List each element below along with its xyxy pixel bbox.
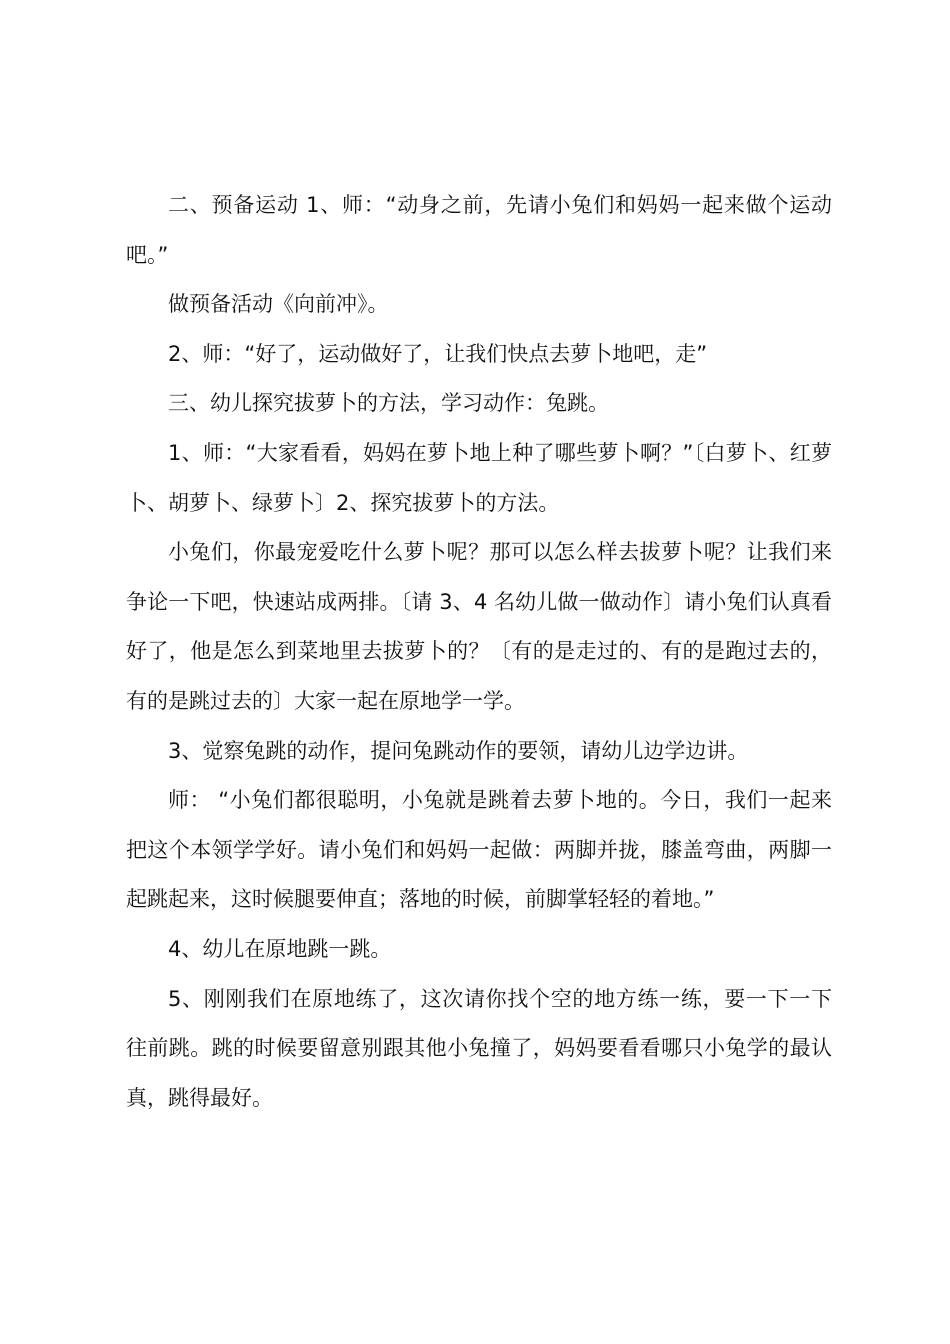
paragraph-teacher-lets-go: 2、师：“好了，运动做好了，让我们快点去萝卜地吧，走”	[168, 341, 708, 366]
paragraph-warmup-intro: 二、预备运动 1、师：“动身之前，先请小兔们和妈妈一起来做个运动吧。”	[126, 193, 832, 267]
paragraph-hop-in-place: 4、幼儿在原地跳一跳。	[168, 936, 392, 961]
paragraph-hop-forward: 5、刚刚我们在原地练了，这次请你找个空的地方练一练，要一下一下往前跳。跳的时候要留意别跟其他小兔撞了，妈妈要看看哪只小兔学的最认真，跳得最好。	[126, 986, 832, 1110]
document-body	[126, 181, 832, 1123]
paragraph-carrot-types: 1、师：“大家看看，妈妈在萝卜地上种了哪些萝卜啊？”〔白萝卜、红萝卜、胡萝卜、绿萝卜〕2、探究拔萝卜的方法。	[126, 440, 832, 515]
paragraph-observe-hop: 3、觉察兔跳的动作，提问兔跳动作的要领，请幼儿边学边讲。	[168, 738, 749, 763]
paragraph-teacher-instructions: 师： “小兔们都很聪明，小兔就是跳着去萝卜地的。今日，我们一起来把这个本领学学好。请小兔们和妈妈一起做：两脚并拢，膝盖弯曲，两脚一起跳起来，这时候腿要伸直；落地的时候，前脚掌轻轻的着地。”	[126, 788, 832, 912]
paragraph-discussion: 小兔们，你最宠爱吃什么萝卜呢？那可以怎么样去拔萝卜呢？让我们来争论一下吧，快速站成两排。〔请 3、4 名幼儿做一做动作〕请小兔们认真看好了，他是怎么到菜地里去拔萝卜的？〔有的是走过的、有的是跑过去的，有的是跳过去的〕大家一起在原地学一学。	[126, 540, 832, 713]
paragraph-warmup-activity: 做预备活动《向前冲》。	[168, 292, 389, 317]
paragraph-section-three-heading: 三、幼儿探究拔萝卜的方法，学习动作：兔跳。	[168, 391, 609, 416]
